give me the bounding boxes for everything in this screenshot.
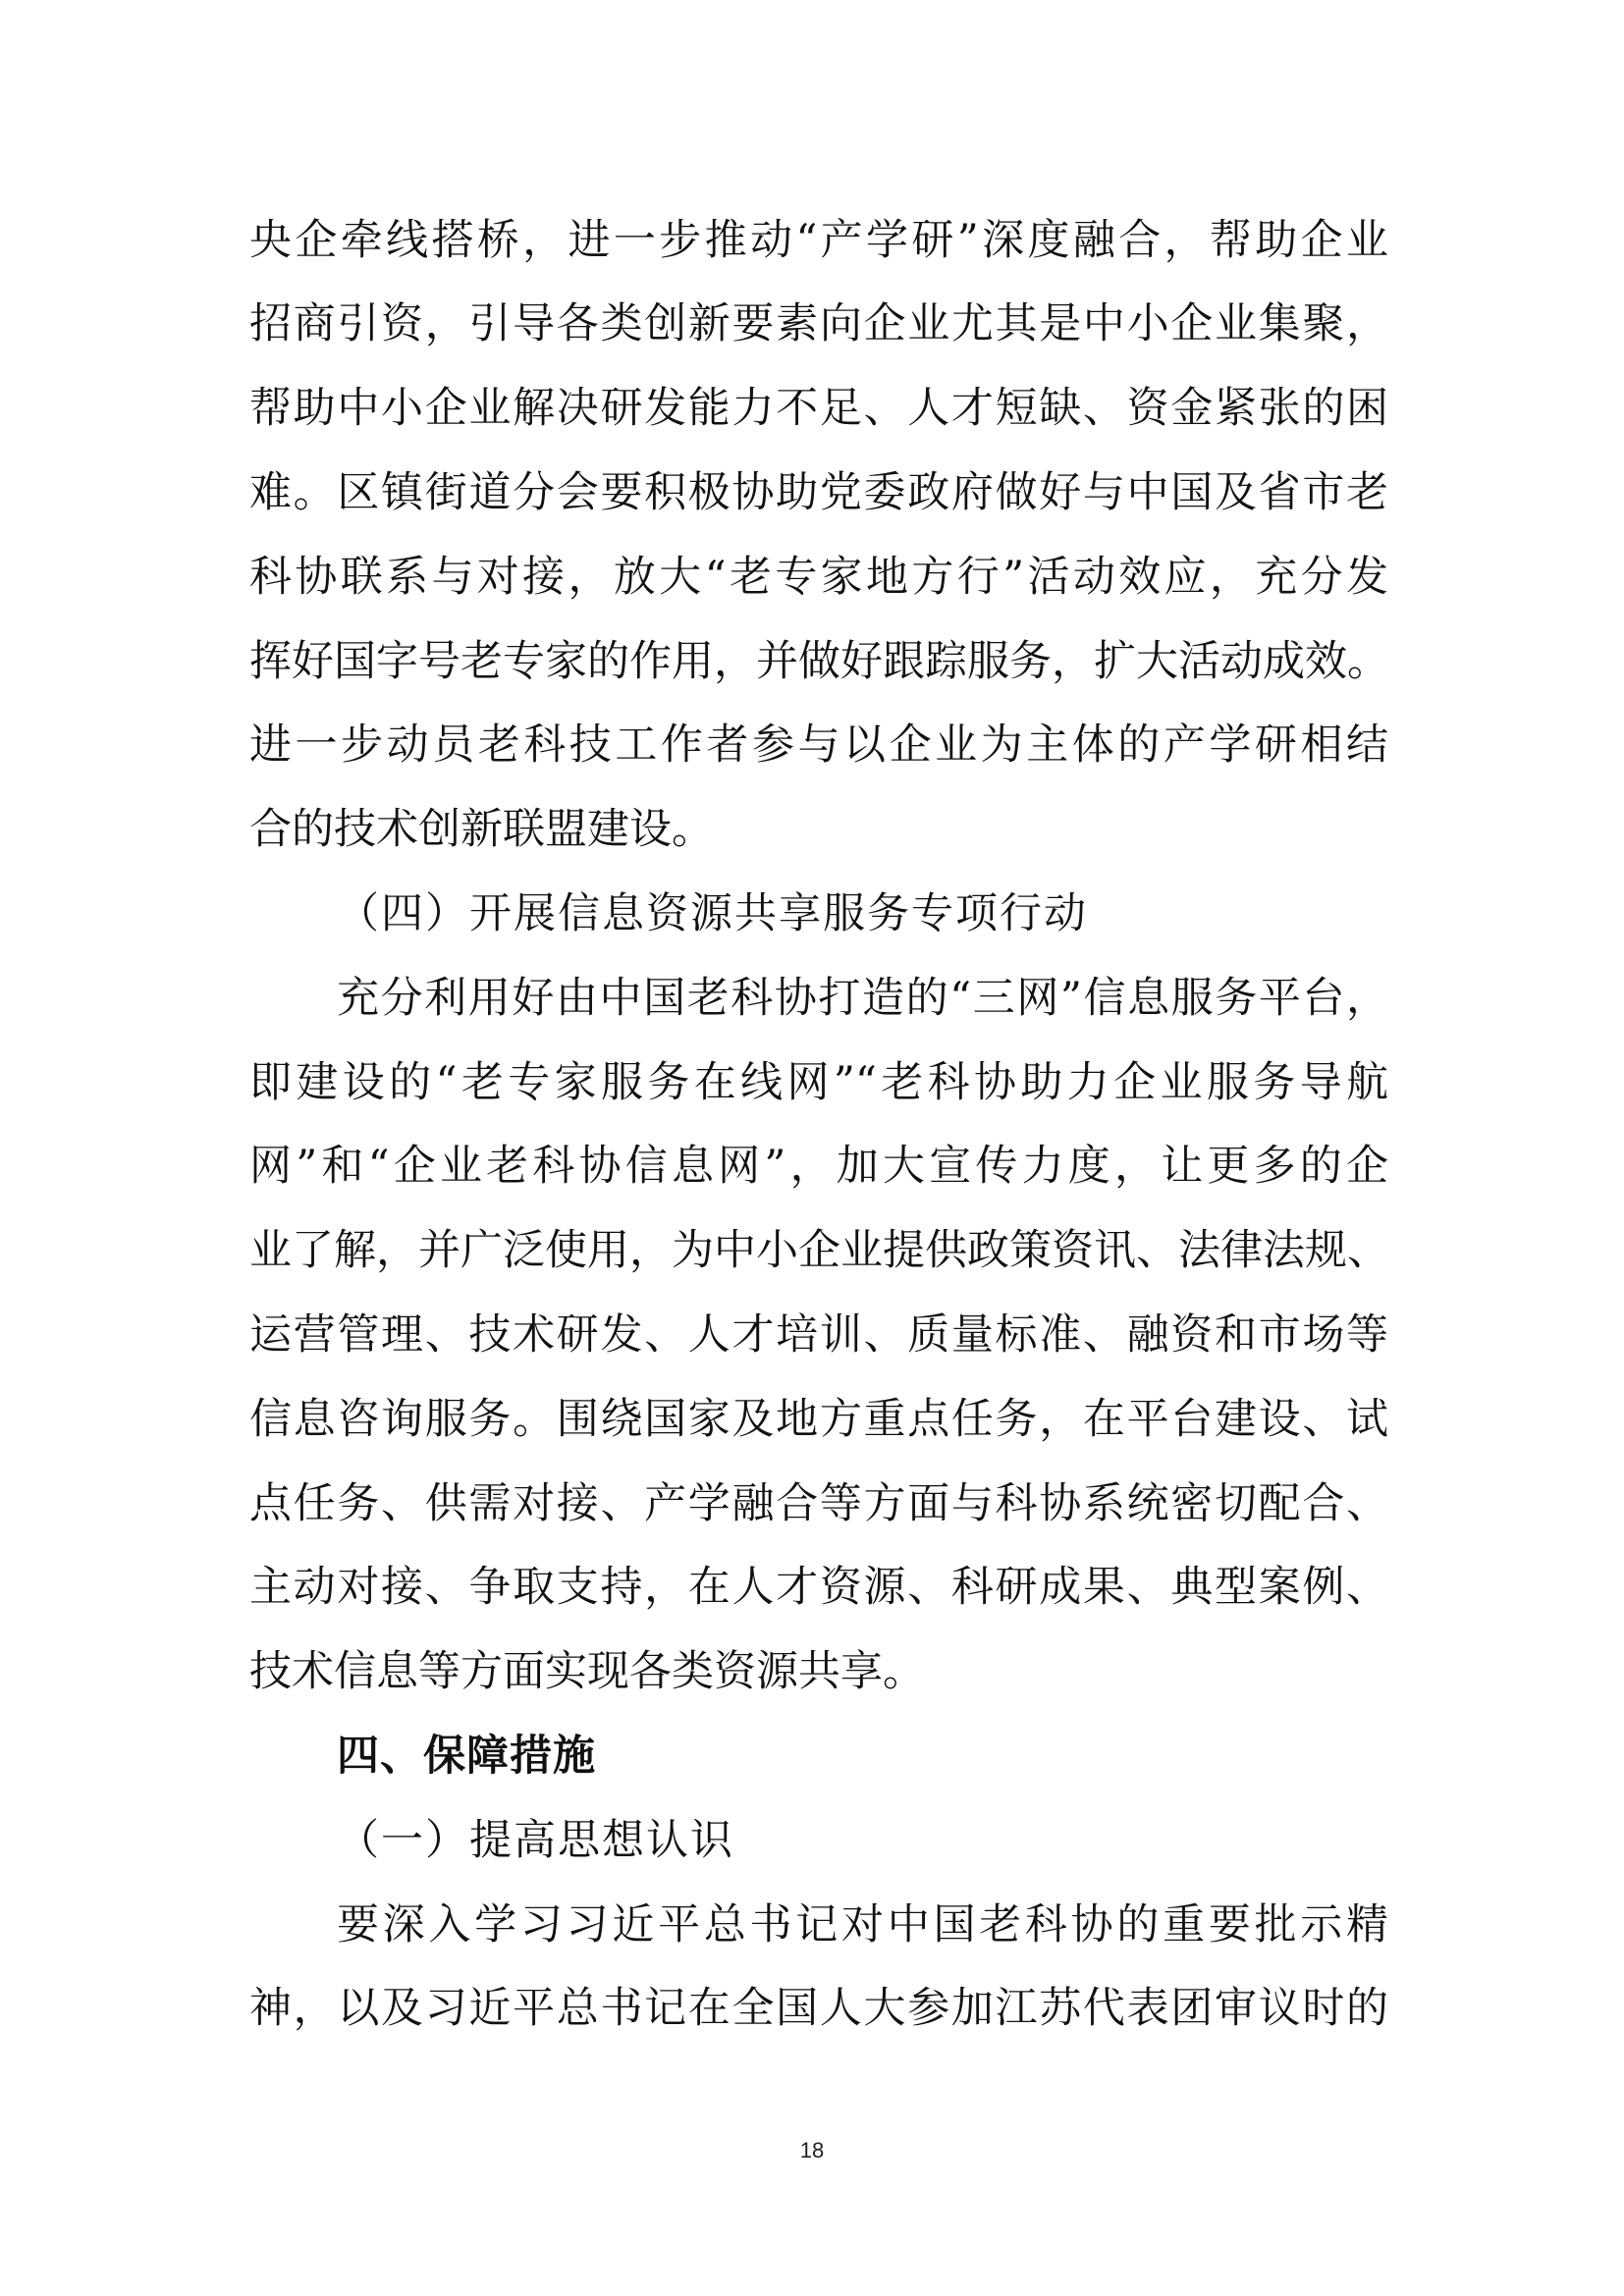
paragraph-line: 点任务、供需对接、产学融合等方面与科协系统密切配合、: [249, 1479, 1388, 1528]
paragraph-line: 帮助中小企业解决研发能力不足、人才短缺、资金紧张的困: [249, 384, 1388, 433]
paragraph-line: 运营管理、技术研发、人才培训、质量标准、融资和市场等: [249, 1310, 1388, 1360]
subheading-one: （一）提高思想认识: [337, 1816, 734, 1865]
paragraph-line: 挥好国字号老专家的作用，并做好跟踪服务，扩大活动成效。: [249, 637, 1389, 686]
paragraph-line: 主动对接、争取支持，在人才资源、科研成果、典型案例、: [249, 1563, 1388, 1612]
paragraph-line: 即建设的“老专家服务在线网”“老科协助力企业服务导航: [249, 1058, 1388, 1107]
paragraph-line: 神，以及习近平总书记在全国人大参加江苏代表团审议时的: [249, 1984, 1388, 2033]
section-heading: 四、保障措施: [337, 1732, 596, 1781]
paragraph-line: 要深入学习习近平总书记对中国老科协的重要批示精: [337, 1900, 1388, 1949]
page-number: 18: [799, 2138, 825, 2163]
paragraph-line: 进一步动员老科技工作者参与以企业为主体的产学研相结: [249, 721, 1388, 770]
paragraph-line: 央企牵线搭桥，进一步推动“产学研”深度融合，帮助企业: [249, 216, 1388, 265]
paragraph-line: 充分利用好由中国老科协打造的“三网”信息服务平台，: [337, 974, 1388, 1023]
paragraph-line: 技术信息等方面实现各类资源共享。: [249, 1647, 925, 1696]
paragraph-line: 合的技术创新联盟建设。: [249, 805, 714, 854]
paragraph-line: 业了解，并广泛使用，为中小企业提供政策资讯、法律法规、: [249, 1226, 1389, 1275]
paragraph-line: 难。区镇街道分会要积极协助党委政府做好与中国及省市老: [249, 468, 1388, 517]
paragraph-line: 网”和“企业老科协信息网”，加大宣传力度，让更多的企: [249, 1142, 1388, 1191]
paragraph-line: 科协联系与对接，放大“老专家地方行”活动效应，充分发: [249, 553, 1388, 602]
subheading-four: （四）开展信息资源共享服务专项行动: [337, 889, 1088, 938]
paragraph-line: 信息咨询服务。围绕国家及地方重点任务，在平台建设、试: [249, 1395, 1388, 1444]
paragraph-line: 招商引资，引导各类创新要素向企业尤其是中小企业集聚，: [249, 299, 1388, 348]
